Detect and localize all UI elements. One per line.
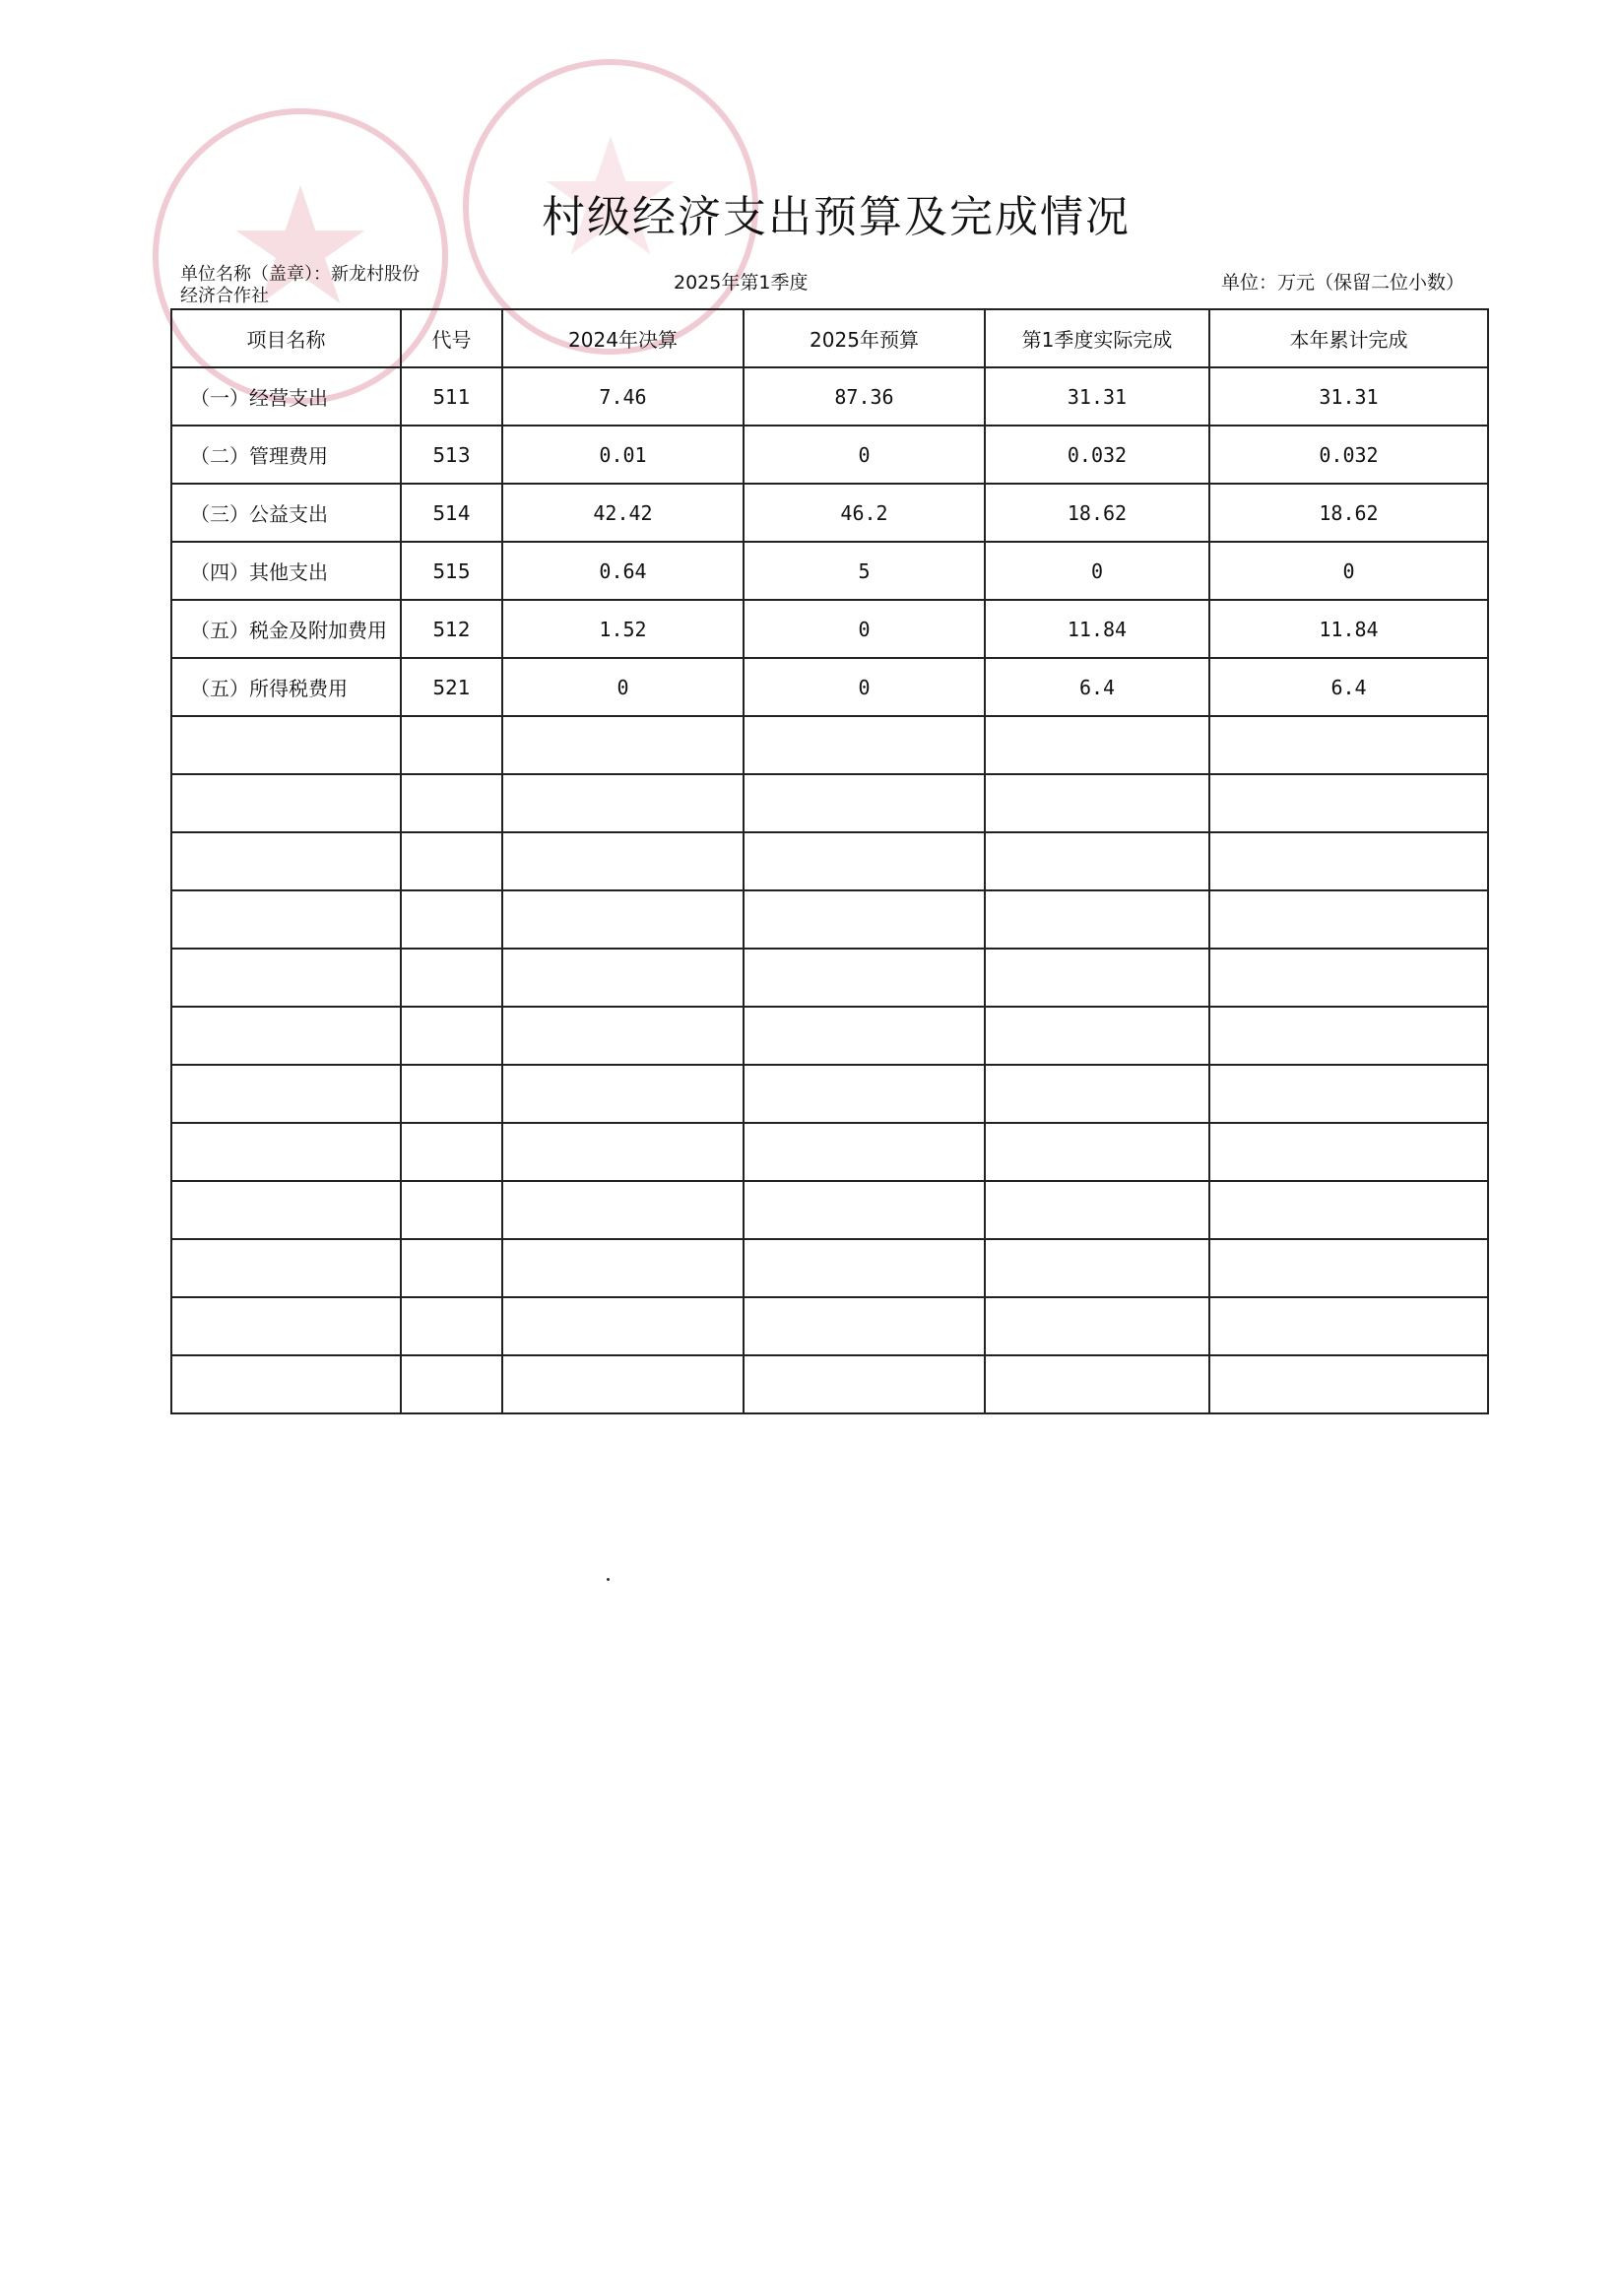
empty-cell bbox=[744, 1239, 985, 1297]
header-2025-budget: 2025年预算 bbox=[744, 309, 985, 367]
empty-cell bbox=[502, 774, 744, 832]
empty-cell bbox=[502, 1297, 744, 1355]
empty-cell bbox=[985, 832, 1209, 890]
empty-cell bbox=[171, 890, 401, 949]
empty-cell bbox=[744, 716, 985, 774]
empty-cell bbox=[401, 1239, 502, 1297]
cell-item-name: （二）管理费用 bbox=[171, 426, 401, 484]
empty-table-row bbox=[171, 1123, 1488, 1181]
empty-cell bbox=[502, 1239, 744, 1297]
header-ytd-actual: 本年累计完成 bbox=[1209, 309, 1488, 367]
empty-cell bbox=[985, 1065, 1209, 1123]
empty-cell bbox=[1209, 949, 1488, 1007]
cell-code: 521 bbox=[401, 658, 502, 716]
cell-item-name: （五）税金及附加费用 bbox=[171, 600, 401, 658]
empty-cell bbox=[1209, 1239, 1488, 1297]
cell-q1-actual: 18.62 bbox=[985, 484, 1209, 542]
cell-2024-final: 7.46 bbox=[502, 367, 744, 426]
header-q1-actual: 第1季度实际完成 bbox=[985, 309, 1209, 367]
unit-name: 单位名称（盖章）：新龙村股份经济合作社 bbox=[180, 264, 420, 306]
cell-item-name: （三）公益支出 bbox=[171, 484, 401, 542]
cell-2025-budget: 0 bbox=[744, 600, 985, 658]
empty-cell bbox=[502, 1123, 744, 1181]
table-row bbox=[171, 484, 1488, 542]
empty-cell bbox=[401, 1181, 502, 1239]
empty-cell bbox=[744, 890, 985, 949]
empty-cell bbox=[502, 832, 744, 890]
empty-cell bbox=[1209, 1297, 1488, 1355]
empty-cell bbox=[744, 832, 985, 890]
empty-table-row bbox=[171, 1181, 1488, 1239]
header-2024-final: 2024年决算 bbox=[502, 309, 744, 367]
cell-item-name: （五）所得税费用 bbox=[171, 658, 401, 716]
empty-cell bbox=[985, 774, 1209, 832]
empty-cell bbox=[985, 1181, 1209, 1239]
table-header-row bbox=[171, 309, 1488, 367]
empty-cell bbox=[744, 1007, 985, 1065]
empty-cell bbox=[171, 1007, 401, 1065]
empty-cell bbox=[1209, 1007, 1488, 1065]
empty-table-row bbox=[171, 1355, 1488, 1413]
empty-cell bbox=[401, 774, 502, 832]
empty-cell bbox=[171, 716, 401, 774]
empty-cell bbox=[401, 1007, 502, 1065]
unit-label: 单位：万元（保留二位小数） bbox=[1221, 272, 1465, 294]
empty-cell bbox=[171, 1065, 401, 1123]
cell-2025-budget: 0 bbox=[744, 658, 985, 716]
empty-cell bbox=[985, 949, 1209, 1007]
table-row bbox=[171, 367, 1488, 426]
cell-item-name: （四）其他支出 bbox=[171, 542, 401, 600]
cell-code: 511 bbox=[401, 367, 502, 426]
cell-ytd-actual: 18.62 bbox=[1209, 484, 1488, 542]
table-row bbox=[171, 658, 1488, 716]
budget-table bbox=[170, 308, 1489, 1414]
cell-ytd-actual: 0 bbox=[1209, 542, 1488, 600]
cell-q1-actual: 6.4 bbox=[985, 658, 1209, 716]
cell-code: 515 bbox=[401, 542, 502, 600]
empty-cell bbox=[401, 716, 502, 774]
header-code: 代号 bbox=[401, 309, 502, 367]
empty-cell bbox=[1209, 1355, 1488, 1413]
empty-table-row bbox=[171, 1065, 1488, 1123]
reporting-period: 2025年第1季度 bbox=[674, 272, 809, 294]
cell-q1-actual: 0.032 bbox=[985, 426, 1209, 484]
empty-cell bbox=[171, 1181, 401, 1239]
empty-cell bbox=[502, 1355, 744, 1413]
empty-cell bbox=[502, 949, 744, 1007]
empty-cell bbox=[1209, 774, 1488, 832]
empty-cell bbox=[985, 716, 1209, 774]
empty-cell bbox=[1209, 1181, 1488, 1239]
cell-code: 513 bbox=[401, 426, 502, 484]
empty-cell bbox=[985, 1123, 1209, 1181]
empty-table-row bbox=[171, 774, 1488, 832]
cell-item-name: （一）经营支出 bbox=[171, 367, 401, 426]
header-item-name: 项目名称 bbox=[171, 309, 401, 367]
empty-cell bbox=[502, 716, 744, 774]
empty-cell bbox=[744, 1065, 985, 1123]
cell-2025-budget: 0 bbox=[744, 426, 985, 484]
cell-2024-final: 0.64 bbox=[502, 542, 744, 600]
cell-code: 514 bbox=[401, 484, 502, 542]
empty-table-row bbox=[171, 890, 1488, 949]
empty-cell bbox=[171, 1239, 401, 1297]
empty-cell bbox=[985, 890, 1209, 949]
empty-cell bbox=[401, 832, 502, 890]
cell-2024-final: 42.42 bbox=[502, 484, 744, 542]
table-row bbox=[171, 600, 1488, 658]
empty-cell bbox=[1209, 1065, 1488, 1123]
empty-cell bbox=[744, 1123, 985, 1181]
empty-cell bbox=[985, 1007, 1209, 1065]
empty-cell bbox=[171, 832, 401, 890]
cell-2025-budget: 46.2 bbox=[744, 484, 985, 542]
empty-cell bbox=[171, 774, 401, 832]
cell-2024-final: 0 bbox=[502, 658, 744, 716]
empty-cell bbox=[401, 1065, 502, 1123]
empty-cell bbox=[985, 1239, 1209, 1297]
empty-cell bbox=[401, 1297, 502, 1355]
empty-table-row bbox=[171, 1239, 1488, 1297]
empty-cell bbox=[1209, 832, 1488, 890]
cell-ytd-actual: 31.31 bbox=[1209, 367, 1488, 426]
empty-cell bbox=[502, 1181, 744, 1239]
empty-cell bbox=[401, 949, 502, 1007]
empty-cell bbox=[401, 1123, 502, 1181]
empty-cell bbox=[171, 1355, 401, 1413]
empty-cell bbox=[502, 1065, 744, 1123]
empty-cell bbox=[171, 949, 401, 1007]
page-title: 村级经济支出预算及完成情况 bbox=[542, 192, 1131, 242]
empty-cell bbox=[502, 1007, 744, 1065]
table-row bbox=[171, 542, 1488, 600]
empty-cell bbox=[502, 890, 744, 949]
empty-table-row bbox=[171, 832, 1488, 890]
empty-table-row bbox=[171, 1297, 1488, 1355]
cell-2025-budget: 5 bbox=[744, 542, 985, 600]
empty-cell bbox=[1209, 890, 1488, 949]
empty-cell bbox=[744, 1297, 985, 1355]
cell-ytd-actual: 0.032 bbox=[1209, 426, 1488, 484]
cell-2024-final: 1.52 bbox=[502, 600, 744, 658]
empty-cell bbox=[401, 890, 502, 949]
empty-cell bbox=[744, 1355, 985, 1413]
empty-cell bbox=[401, 1355, 502, 1413]
empty-cell bbox=[744, 774, 985, 832]
cell-q1-actual: 0 bbox=[985, 542, 1209, 600]
cell-2025-budget: 87.36 bbox=[744, 367, 985, 426]
empty-cell bbox=[744, 949, 985, 1007]
empty-cell bbox=[744, 1181, 985, 1239]
empty-cell bbox=[1209, 716, 1488, 774]
cell-ytd-actual: 11.84 bbox=[1209, 600, 1488, 658]
cell-2024-final: 0.01 bbox=[502, 426, 744, 484]
table-row bbox=[171, 426, 1488, 484]
empty-cell bbox=[171, 1297, 401, 1355]
stray-dot bbox=[607, 1578, 610, 1581]
cell-q1-actual: 11.84 bbox=[985, 600, 1209, 658]
empty-table-row bbox=[171, 949, 1488, 1007]
empty-cell bbox=[985, 1355, 1209, 1413]
empty-table-row bbox=[171, 1007, 1488, 1065]
cell-ytd-actual: 6.4 bbox=[1209, 658, 1488, 716]
cell-code: 512 bbox=[401, 600, 502, 658]
empty-table-row bbox=[171, 716, 1488, 774]
cell-q1-actual: 31.31 bbox=[985, 367, 1209, 426]
empty-cell bbox=[1209, 1123, 1488, 1181]
empty-cell bbox=[171, 1123, 401, 1181]
empty-cell bbox=[985, 1297, 1209, 1355]
